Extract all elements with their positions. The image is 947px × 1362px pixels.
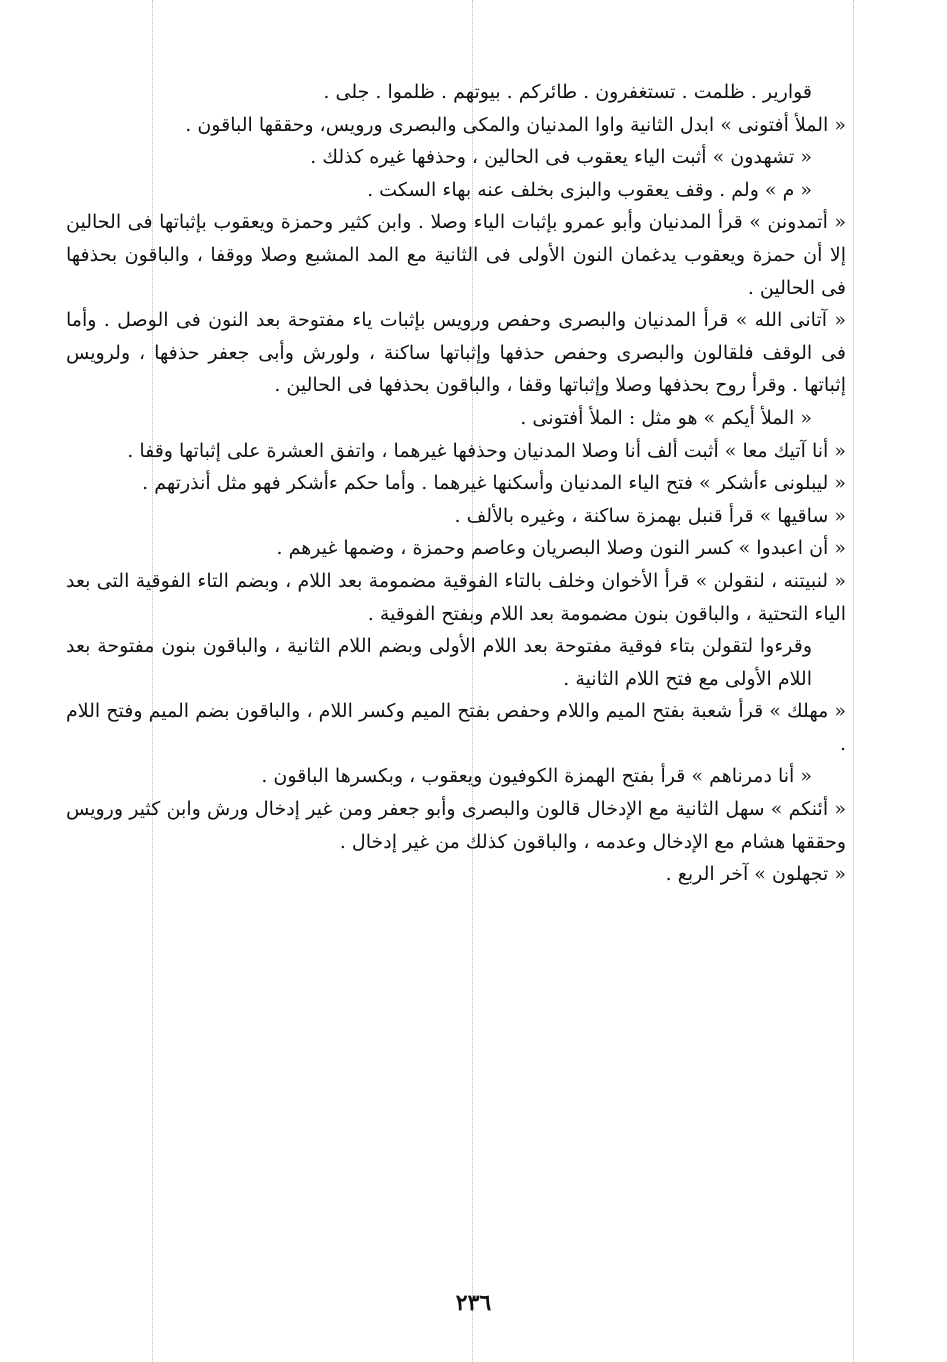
paragraph: « آتانى الله » قرأ المدنيان والبصرى وحفص ورويس بإثبات ياء مفتوحة بعد النون فى الوصل . وأما فى الوقف فلقالون والبصرى وحفص حذفها وإثباتها ساكنة ، ولورش وأبى جعفر حذفها ، ولرويس إثباتها . وقرأ روح بحذفها وصلا وإثباتها وقفا ، والباقون بحذفها فى الحالين .: [66, 309, 846, 397]
paragraph: « لنبيتنه ، لنقولن » قرأ الأخوان وخلف بالتاء الفوقية مضمومة بعد اللام ، وبضم التاء الفوقية التى بعد الياء التحتية ، والباقون بنون مضمومة بعد اللام وبفتح الفوقية .: [66, 569, 846, 625]
paragraph: « أن اعبدوا » كسر النون وصلا البصريان وعاصم وحمزة ، وضمها غيرهم .: [276, 537, 846, 560]
paragraph: « أئنكم » سهل الثانية مع الإدخال قالون والبصرى وأبو جعفر ومن غير إدخال ورش وابن كثير ورويس وحققها هشام مع الإدخال وعدمه ، والباقون كذلك من غير إدخال .: [66, 798, 846, 853]
paragraph: « ليبلونى ءأشكر » فتح الياء المدنيان وأسكنها غيرهما . وأما حكم ءأشكر فهو مثل أنذرتهم .: [142, 472, 846, 495]
paragraph: « الملأ أيكم » هو مثل : الملأ أفتونى .: [520, 406, 812, 429]
paragraph: « مهلك » قرأ شعبة بفتح الميم واللام وحفص بفتح الميم وكسر اللام ، والباقون بضم الميم وفتح اللام .: [66, 700, 846, 755]
paragraph: وقرءوا لتقولن بتاء فوقية مفتوحة بعد اللام الأولى وبضم اللام الثانية ، والباقون بنون مفتوحة بعد اللام الأولى مع فتح اللام الثانية .: [66, 635, 812, 690]
paragraph: « أنا دمرناهم » قرأ بفتح الهمزة الكوفيون ويعقوب ، وبكسرها الباقون .: [261, 765, 812, 788]
paragraph: « ساقيها » قرأ قنبل بهمزة ساكنة ، وغيره بالألف .: [454, 504, 846, 527]
page-body: [66, 76, 846, 891]
page-number: ٢٣٦: [455, 1290, 492, 1316]
paragraph: « تشهدون » أثبت الياء يعقوب فى الحالين ، وحذفها غيره كذلك .: [310, 146, 812, 169]
paragraph: « أنا آتيك معا » أثبت ألف أنا وصلا المدنيان وحذفها غيرهما ، واتفق العشرة على إثباتها وقفا .: [127, 439, 846, 462]
paragraph: « م » ولم . وقف يعقوب والبزى بخلف عنه بهاء السكت .: [367, 178, 812, 201]
paragraph: « تجهلون » آخر الربع .: [665, 863, 846, 886]
paragraph: « أتمدونن » قرأ المدنيان وأبو عمرو بإثبات الياء وصلا . وابن كثير وحمزة ويعقوب بإثباتها فى الحالين إلا أن حمزة ويعقوب يدغمان النون الأولى فى الثانية مع المد المشبع وصلا ووقفا ، والباقون بحذفها فى الحالين .: [66, 211, 846, 299]
paragraph: « الملأ أفتونى » ابدل الثانية واوا المدنيان والمكى والبصرى ورويس، وحققها الباقون .: [185, 113, 846, 136]
scan-dotted-line: [853, 0, 854, 1362]
paragraph: قوارير . ظلمت . تستغفرون . طائركم . بيوتهم . ظلموا . جلى .: [323, 81, 812, 103]
